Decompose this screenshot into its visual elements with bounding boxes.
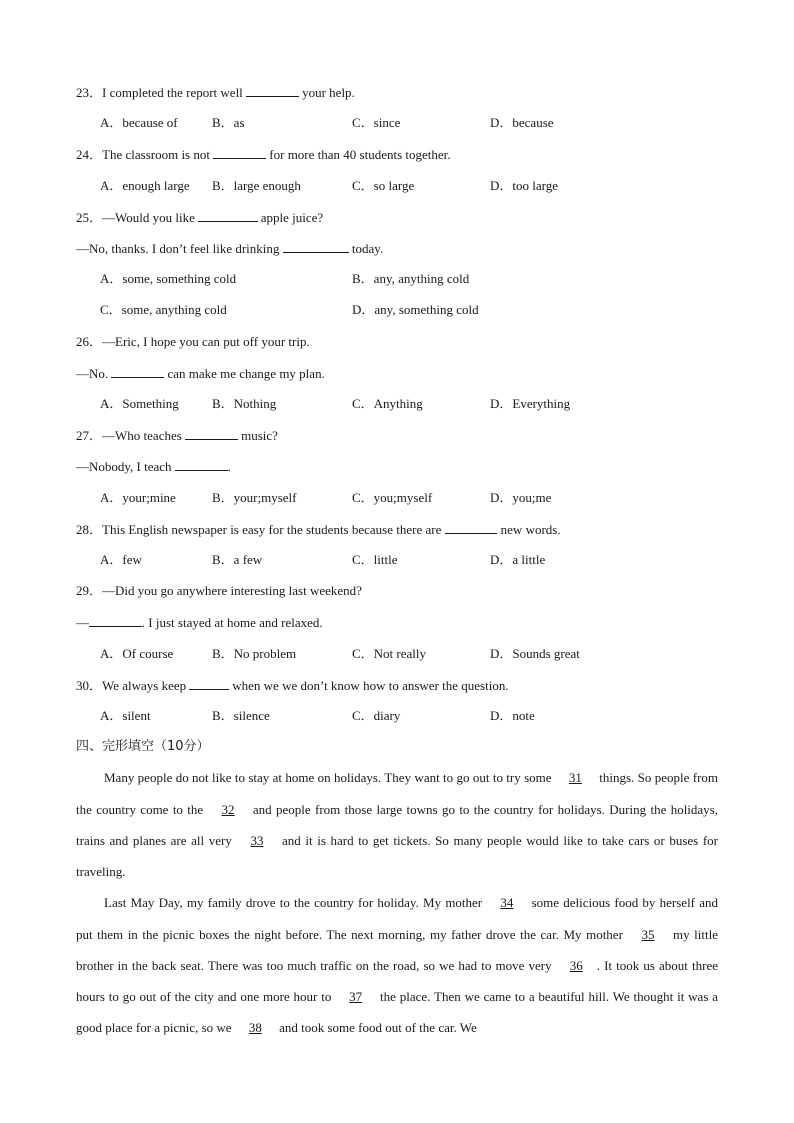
question-text: your help.: [298, 85, 355, 100]
answer-option: C．some, anything cold: [100, 302, 227, 318]
answer-option: C．so large: [352, 177, 415, 193]
answer-option: A．few: [100, 552, 142, 567]
answer-option: A．Something: [100, 396, 179, 411]
cloze-blank: 36: [569, 957, 583, 973]
answer-option: B．large enough: [212, 177, 301, 193]
answer-option: C．since: [352, 115, 401, 131]
answer-option: C．diary: [352, 708, 401, 723]
question-text: —No, thanks. I don’t feel like drinking: [76, 241, 283, 256]
question-line: [76, 209, 323, 226]
question-number: 29．: [76, 583, 103, 599]
answer-option: D．because: [490, 115, 554, 131]
question-number: 28．: [76, 521, 103, 537]
question-line: [76, 583, 362, 599]
cloze-blank: 37: [349, 989, 363, 1004]
answer-option: B．Nothing: [212, 396, 277, 411]
answer-blank: [111, 365, 164, 378]
cloze-blank: 32: [221, 801, 235, 817]
answer-option: A．your;mine: [100, 489, 176, 505]
question-text: —No.: [76, 365, 112, 381]
question-text: apple juice?: [257, 209, 324, 225]
cloze-paragraph: Last May Day, my family drove to the country for holiday. My mother 34 some delicious food by herself and put them in the picnic boxes the night before. The next morning, my father drove the car. My mother 35 my little brother in the back seat. There was too much traffic on the road, so we had to move very 36 . It took us about three hours to go out of the city and one more hour to 37 the place. Then we came to a beautiful hill. We thought it was a good place for a picnic, so we 38 and took some food out of the car. We: [76, 895, 719, 1036]
cloze-blank: 31: [568, 770, 582, 786]
answer-option: B．as: [212, 115, 245, 131]
answer-blank: [198, 209, 257, 222]
answer-option: C．you;myself: [352, 489, 433, 505]
question-text: —Would you like: [102, 209, 199, 225]
question-text: —: [76, 615, 89, 631]
question-number: 27．: [76, 428, 103, 444]
answer-option: A．some, something cold: [100, 271, 237, 287]
question-number: 26．: [76, 333, 103, 349]
answer-option: B．your;myself: [212, 489, 297, 505]
question-text: —Nobody, I teach: [76, 459, 175, 475]
question-line: [76, 521, 561, 538]
answer-option: A．Of course: [100, 645, 174, 661]
answer-option: C．little: [352, 552, 398, 567]
question-text: music?: [237, 428, 278, 444]
question-line: [76, 334, 310, 350]
question-text: for more than 40 students together.: [266, 147, 451, 163]
question-text: new words.: [497, 521, 561, 537]
question-line: [76, 427, 278, 444]
question-text: I completed the report well: [102, 85, 247, 100]
answer-blank: [185, 427, 238, 440]
question-text: —Eric, I hope you can put off your trip.: [102, 333, 310, 349]
question-line: [76, 240, 383, 257]
answer-option: D．you;me: [490, 489, 552, 505]
answer-option: C．Anything: [352, 396, 423, 411]
question-text: We always keep: [102, 677, 190, 693]
question-line: [76, 365, 325, 382]
question-number: 30．: [76, 677, 103, 693]
question-text: —Who teaches: [102, 428, 186, 444]
cloze-blank: 38: [248, 1020, 262, 1036]
question-line: [76, 84, 355, 101]
question-text: This English newspaper is easy for the students because there are: [102, 521, 445, 537]
answer-option: A．enough large: [100, 177, 190, 193]
answer-option: D．Sounds great: [490, 645, 580, 661]
answer-option: A．because of: [100, 115, 178, 131]
question-text: today.: [348, 241, 384, 256]
question-line: [76, 677, 509, 694]
cloze-paragraph: Many people do not like to stay at home on holidays. They want to go out to try some 31 things. So people from the country come to the 32 and people from those large towns go to the country for holidays. During the holidays, trains and planes are all very 33 and it is hard to get tickets. So many people would like to take cars or buses for traveling.: [76, 770, 719, 879]
question-text: The classroom is not: [102, 147, 214, 163]
answer-blank: [213, 146, 266, 159]
answer-option: C．Not really: [352, 645, 427, 661]
answer-blank: [89, 614, 142, 627]
question-text: .: [227, 459, 231, 475]
answer-option: D．too large: [490, 177, 558, 193]
question-number: 25．: [76, 209, 103, 225]
question-text: can make me change my plan.: [164, 365, 325, 381]
answer-blank: [283, 240, 349, 253]
question-text: . I just stayed at home and relaxed.: [141, 615, 323, 631]
answer-blank: [175, 458, 228, 471]
answer-option: D．a little: [490, 552, 546, 567]
answer-blank: [189, 677, 229, 690]
answer-blank: [445, 521, 498, 534]
answer-option: B．silence: [212, 708, 270, 723]
answer-option: B．any, anything cold: [352, 271, 470, 287]
question-text: —Did you go anywhere interesting last weekend?: [102, 583, 362, 599]
answer-option: D．any, something cold: [352, 302, 479, 318]
cloze-blank: 34: [500, 895, 514, 911]
answer-option: A．silent: [100, 708, 151, 723]
answer-option: B．a few: [212, 552, 263, 567]
question-text: when we we don’t know how to answer the question.: [229, 677, 509, 693]
cloze-blank: 33: [250, 832, 264, 848]
question-line: [76, 614, 323, 631]
section-heading: 四、完形填空（10分）: [76, 739, 210, 755]
answer-option: B．No problem: [212, 645, 297, 661]
question-line: [76, 146, 451, 163]
answer-option: D．note: [490, 708, 535, 723]
answer-option: D．Everything: [490, 396, 571, 411]
question-line: [76, 458, 231, 475]
question-number: 23．: [76, 85, 103, 100]
cloze-blank: 35: [641, 926, 655, 942]
question-number: 24．: [76, 147, 103, 163]
answer-blank: [246, 84, 299, 97]
